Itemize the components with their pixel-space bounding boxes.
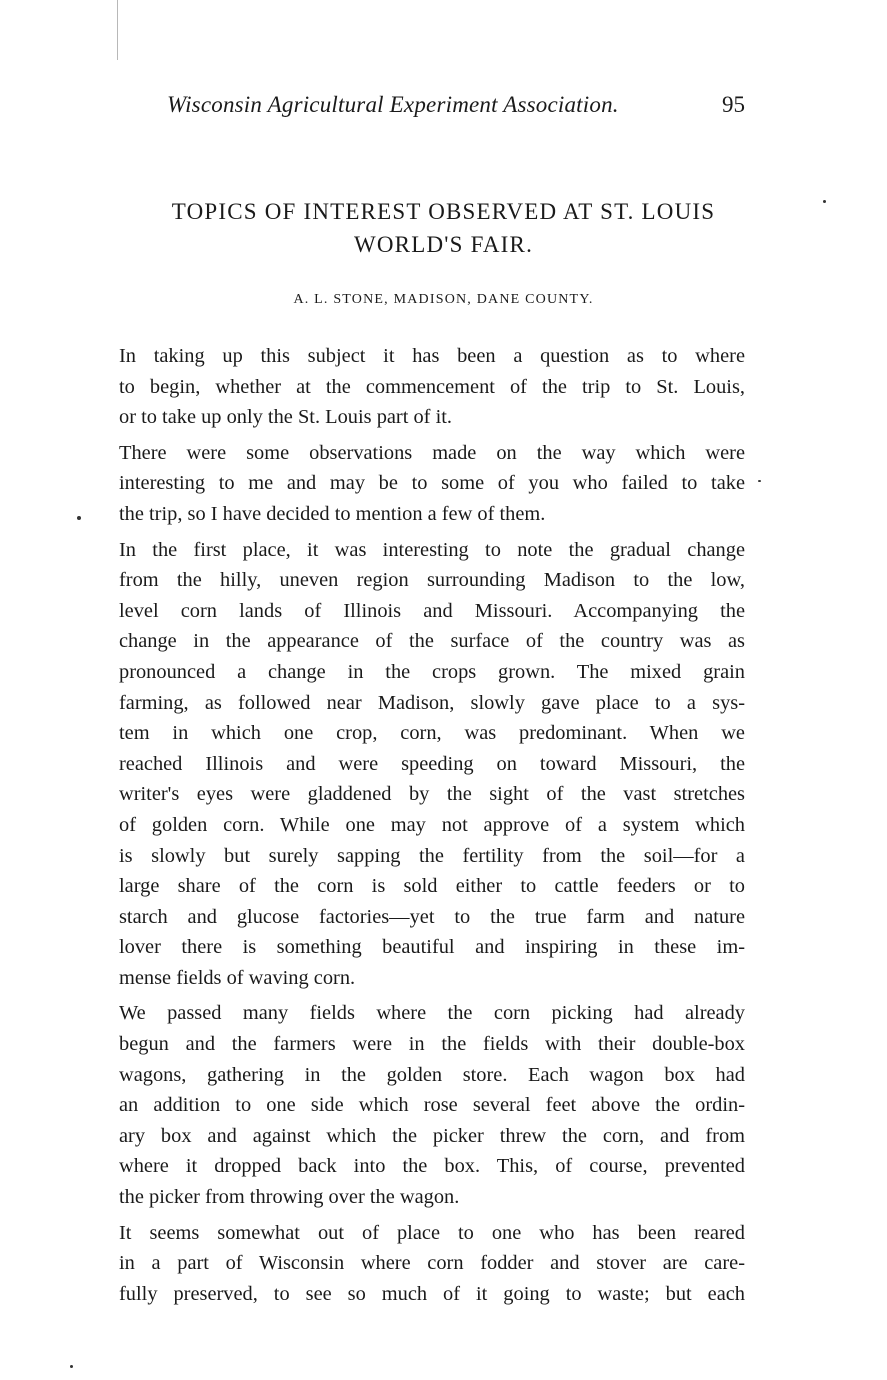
text-line: lover there is something beautiful and inspiring in these im- <box>119 936 745 959</box>
text-line: begun and the farmers were in the fields with their double-box <box>119 1033 745 1056</box>
text-line: ary box and against which the picker threw the corn, and from <box>119 1124 745 1147</box>
text-line: It seems somewhat out of place to one who has been reared <box>119 1221 745 1244</box>
article-title-line-2: WORLD'S FAIR. <box>353 232 534 257</box>
text-line: writer's eyes were gladdened by the sight of the vast stretches <box>119 783 745 806</box>
text-line: change in the appearance of the surface of the country was as <box>119 630 745 653</box>
paragraph <box>97 341 745 433</box>
text-line: level corn lands of Illinois and Missouri. Accompanying the <box>119 599 745 622</box>
print-speck <box>77 516 81 520</box>
text-line: pronounced a change in the crops grown. The mixed grain <box>119 660 745 683</box>
text-line: starch and glucose factories—yet to the true farm and nature <box>119 905 745 928</box>
print-speck <box>70 1365 73 1368</box>
text-line: to begin, whether at the commencement of the trip to St. Louis, <box>119 375 745 398</box>
article-title-line-1: TOPICS OF INTEREST OBSERVED AT ST. LOUIS <box>171 199 716 224</box>
text-line: the picker from throwing over the wagon. <box>119 1186 460 1209</box>
text-line: In taking up this subject it has been a question as to where <box>119 345 745 367</box>
text-line: or to take up only the St. Louis part of it. <box>119 406 453 429</box>
article-body <box>97 341 745 1314</box>
running-title: Wisconsin Agricultural Experiment Association. <box>167 92 619 117</box>
paragraph <box>97 438 745 530</box>
text-line: There were some observations made on the way which were <box>119 441 745 464</box>
paragraph <box>97 998 745 1212</box>
print-speck <box>758 480 761 482</box>
page-edge-rule <box>117 0 118 60</box>
print-speck <box>823 200 826 203</box>
text-line: tem in which one crop, corn, was predominant. When we <box>119 722 745 745</box>
text-line: farming, as followed near Madison, slowly gave place to a sys- <box>119 691 745 714</box>
text-line: fully preserved, to see so much of it going to waste; but each <box>119 1282 745 1305</box>
text-line: mense fields of waving corn. <box>119 966 356 989</box>
text-line: an addition to one side which rose several feet above the ordin- <box>119 1094 745 1117</box>
paragraph <box>97 535 745 994</box>
text-line: of golden corn. While one may not approve of a system which <box>119 813 745 836</box>
text-line: the trip, so I have decided to mention a few of them. <box>119 502 546 525</box>
text-line: In the first place, it was interesting to note the gradual change <box>119 538 745 561</box>
text-line: large share of the corn is sold either to cattle feeders or to <box>119 875 745 898</box>
text-line: where it dropped back into the box. This, of course, prevented <box>119 1155 745 1178</box>
text-line: is slowly but surely sapping the fertility from the soil—for a <box>119 844 745 867</box>
text-line: wagons, gathering in the golden store. Each wagon box had <box>119 1063 745 1086</box>
text-line: from the hilly, uneven region surrounding Madison to the low, <box>119 569 745 592</box>
author-byline: A. L. STONE, MADISON, DANE COUNTY. <box>293 292 594 307</box>
page-number: 95 <box>722 92 745 117</box>
article-title <box>80 195 807 261</box>
text-line: in a part of Wisconsin where corn fodder and stover are care- <box>119 1252 745 1275</box>
paragraph <box>97 1218 745 1310</box>
text-line: interesting to me and may be to some of you who failed to take <box>119 472 745 495</box>
text-line: reached Illinois and were speeding on toward Missouri, the <box>119 752 745 775</box>
running-header <box>167 88 745 122</box>
text-line: We passed many fields where the corn picking had already <box>119 1002 745 1025</box>
